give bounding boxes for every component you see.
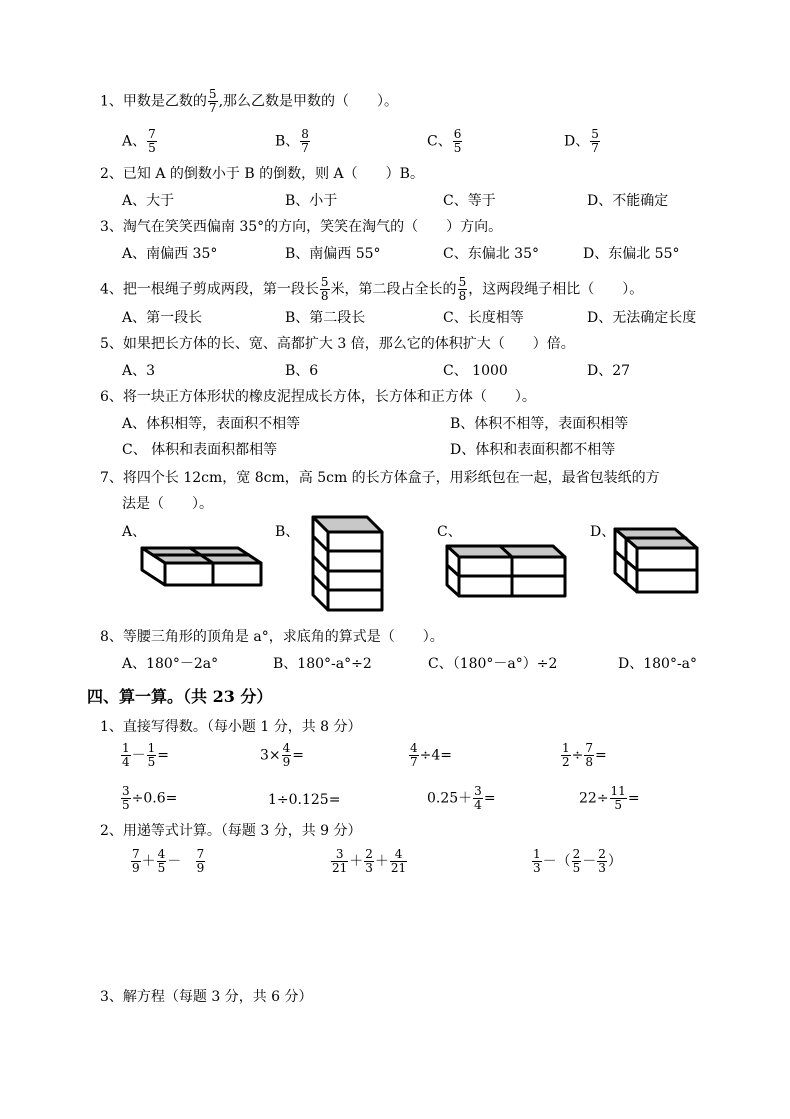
q4-option-b: B、第二段长 <box>285 310 366 326</box>
q7-figure-b-stacked-boxes <box>305 510 387 616</box>
q6-stem: 6、将一块正方体形状的橡皮泥捏成长方体，长方体和正方体（ ）。 <box>100 389 536 405</box>
q3-option-d: D、东偏北 55° <box>583 246 680 262</box>
mental-math-item-2: 3× $\frac{4}{9}$ = <box>260 741 305 769</box>
q2-option-d: D、不能确定 <box>587 193 669 209</box>
q4-option-c: C、长度相等 <box>443 310 524 326</box>
stepwise-expression-2: $\frac{3}{21}$ ＋ $\frac{2}{3}$ ＋ $\frac{4}{21}$ <box>332 847 407 875</box>
part-2-title: 2、用递等式计算。（每题 3 分，共 9 分） <box>100 823 362 839</box>
q5-stem: 5、如果把长方体的长、宽、高都扩大 3 倍，那么它的体积扩大（ ）倍。 <box>100 336 575 352</box>
q1-option-c: C、 $\frac{6}{5}$ <box>427 127 462 155</box>
q1-option-b: B、 $\frac{8}{7}$ <box>275 127 309 155</box>
q6-option-c: C、 体积和表面积都相等 <box>122 442 278 458</box>
q6-option-d: D、体积和表面积都不相等 <box>450 442 616 458</box>
q3-option-c: C、东偏北 35° <box>443 246 539 262</box>
q2-option-a: A、大于 <box>122 193 175 209</box>
q2-option-c: C、等于 <box>443 193 496 209</box>
q7-option-d-label: D、 <box>590 524 616 540</box>
q7-figure-a-flat-boxes <box>135 540 267 590</box>
q2-stem: 2、已知 A 的倒数小于 B 的倒数，则 A（ ）B。 <box>100 166 424 182</box>
q1-fraction: $\frac{5}{7}$ <box>208 87 217 115</box>
q1-option-a: A、 $\frac{7}{5}$ <box>122 127 156 155</box>
q1-stem <box>100 88 398 115</box>
q8-option-c: C、（180°－a°）÷2 <box>428 656 558 672</box>
q7-figure-d-cube-boxes <box>607 522 705 598</box>
q7-stem-line1: 7、将四个长 12cm，宽 8cm，高 5cm 的长方体盒子，用彩纸包在一起，最省包装纸的方 <box>100 470 660 486</box>
q4-fraction-2: $\frac{5}{8}$ <box>458 275 467 303</box>
mental-math-item-1: $\frac{1}{4}$ － $\frac{1}{5}$ = <box>122 741 170 769</box>
q3-option-b: B、南偏西 55° <box>285 246 381 262</box>
mental-math-item-3: $\frac{4}{7}$ ÷4= <box>410 741 453 769</box>
q3-stem: 3、淘气在笑笑西偏南 35°的方向，笑笑在淘气的（ ）方向。 <box>100 219 503 235</box>
q4-stem: 4、把一根绳子剪成两段，第一段长 $\frac{5}{8}$ 米，第二段占全长的 $\frac{5}{8}$ ，这两段绳子相比（ ）。 <box>100 275 644 303</box>
q1-option-d: D、 $\frac{5}{7}$ <box>564 127 599 155</box>
stepwise-expression-3: $\frac{1}{3}$ －（ $\frac{2}{5}$ － $\frac{2}{3}$ ） <box>533 847 622 875</box>
q5-option-d: D、27 <box>587 363 631 379</box>
q3-option-a: A、南偏西 35° <box>122 246 218 262</box>
mental-math-item-5: $\frac{3}{5}$ ÷0.6= <box>122 784 178 812</box>
q7-stem-line2: 法是（ ）。 <box>122 496 213 512</box>
q4-option-d: D、无法确定长度 <box>587 310 697 326</box>
q7-option-b-label: B、 <box>275 524 300 540</box>
mental-math-item-4: $\frac{1}{2}$ ÷ $\frac{7}{8}$ = <box>562 741 607 769</box>
mental-math-item-7: 0.25＋ $\frac{3}{4}$ = <box>427 784 496 812</box>
q8-stem: 8、等腰三角形的顶角是 a°，求底角的算式是（ ）。 <box>100 629 444 645</box>
q1-post: ,那么乙数是甲数的（ ）。 <box>218 93 399 110</box>
q5-option-b: B、6 <box>285 363 319 379</box>
section-4-title: 四、算一算。（共 23 分） <box>87 687 273 706</box>
q8-option-b: B、180°-a°÷2 <box>273 656 372 672</box>
part-1-title: 1、直接写得数。（每小题 1 分，共 8 分） <box>100 719 362 735</box>
q4-fraction-1: $\frac{5}{8}$ <box>320 275 329 303</box>
mental-math-item-6: 1÷0.125= <box>268 792 341 808</box>
q5-option-c: C、 1000 <box>443 363 508 379</box>
q7-figure-c-wall-boxes <box>440 540 572 602</box>
q5-option-a: A、3 <box>122 363 156 379</box>
q6-option-b: B、体积不相等，表面积相等 <box>450 416 629 432</box>
q2-option-b: B、小于 <box>285 193 338 209</box>
q7-option-a-label: A、 <box>122 524 147 540</box>
mental-math-item-8: 22÷ $\frac{11}{5}$ = <box>579 784 640 812</box>
stepwise-expression-1: $\frac{7}{9}$ ＋ $\frac{4}{5}$ － $\frac{7}{9}$ <box>132 847 205 875</box>
q7-option-c-label: C、 <box>437 524 462 540</box>
q8-option-d: D、180°-a° <box>618 656 698 672</box>
q6-option-a: A、体积相等，表面积不相等 <box>122 416 301 432</box>
q4-option-a: A、第一段长 <box>122 310 203 326</box>
q1-pre: 1、甲数是乙数的 <box>100 93 207 110</box>
part-3-title: 3、解方程（每题 3 分，共 6 分） <box>100 989 313 1005</box>
q8-option-a: A、180°－2a° <box>122 656 219 672</box>
